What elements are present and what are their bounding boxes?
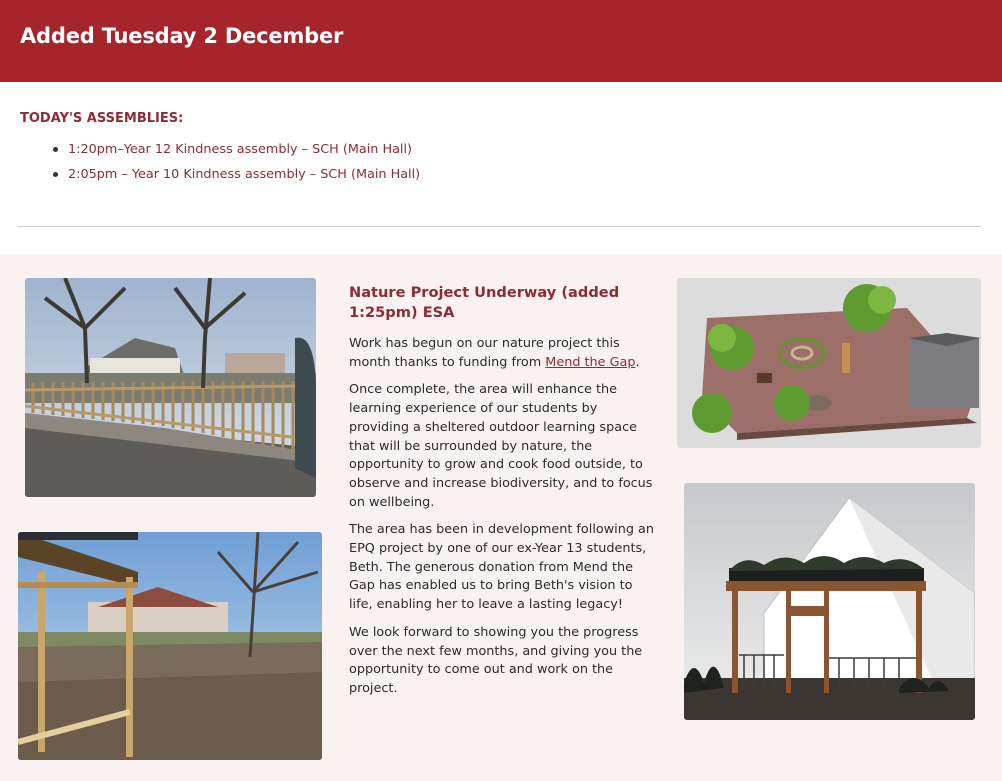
canopy-render bbox=[684, 483, 975, 720]
article-paragraph-1 bbox=[349, 335, 655, 372]
list-item bbox=[68, 137, 982, 162]
page-header bbox=[0, 0, 1002, 82]
article-paragraph-4: We look forward to showing you the progress over the next few months, and giving you the opportunity to come out and work on the project. bbox=[349, 624, 643, 696]
fence-photo bbox=[25, 278, 316, 497]
article-paragraph-2: Once complete, the area will enhance the learning experience of our students by providing a sheltered outdoor learning space that will be surrounded by nature, the opportunity to grow and cook food outside, to observe and increase biodiversity, and to focus on wellbeing. bbox=[349, 382, 653, 510]
article-title: Nature Project Underway (added 1:25pm) ESA bbox=[349, 284, 620, 321]
section-divider bbox=[18, 226, 981, 227]
garden-plan-render bbox=[677, 278, 981, 448]
mend-the-gap-link[interactable]: Mend the Gap bbox=[545, 354, 636, 370]
article-paragraph-3: The area has been in development following an EPQ project by one of our ex-Year 13 students, Beth. The generous donation from Mend the Gap has enabled us to bring Beth's vision to life, enabling her to leave a lasting legacy! bbox=[349, 522, 654, 613]
page-title: Added Tuesday 2 December bbox=[20, 24, 344, 48]
assembly-item-text: 1:20pm–Year 12 Kindness assembly – SCH (Main Hall) bbox=[68, 142, 413, 157]
assemblies-list bbox=[68, 137, 982, 187]
assemblies-heading: TODAY'S ASSEMBLIES: bbox=[20, 111, 184, 126]
assemblies-section bbox=[20, 111, 982, 187]
garden-site-photo bbox=[18, 532, 322, 760]
paragraph-text: Work has begun on our nature project this month thanks to funding from bbox=[349, 336, 620, 370]
bullet-icon bbox=[53, 147, 58, 152]
article bbox=[349, 283, 655, 699]
list-item bbox=[68, 162, 982, 187]
assembly-item-text: 2:05pm – Year 10 Kindness assembly – SCH (Main Hall) bbox=[68, 167, 421, 182]
bullet-icon bbox=[53, 172, 58, 177]
paragraph-text: . bbox=[635, 354, 640, 370]
